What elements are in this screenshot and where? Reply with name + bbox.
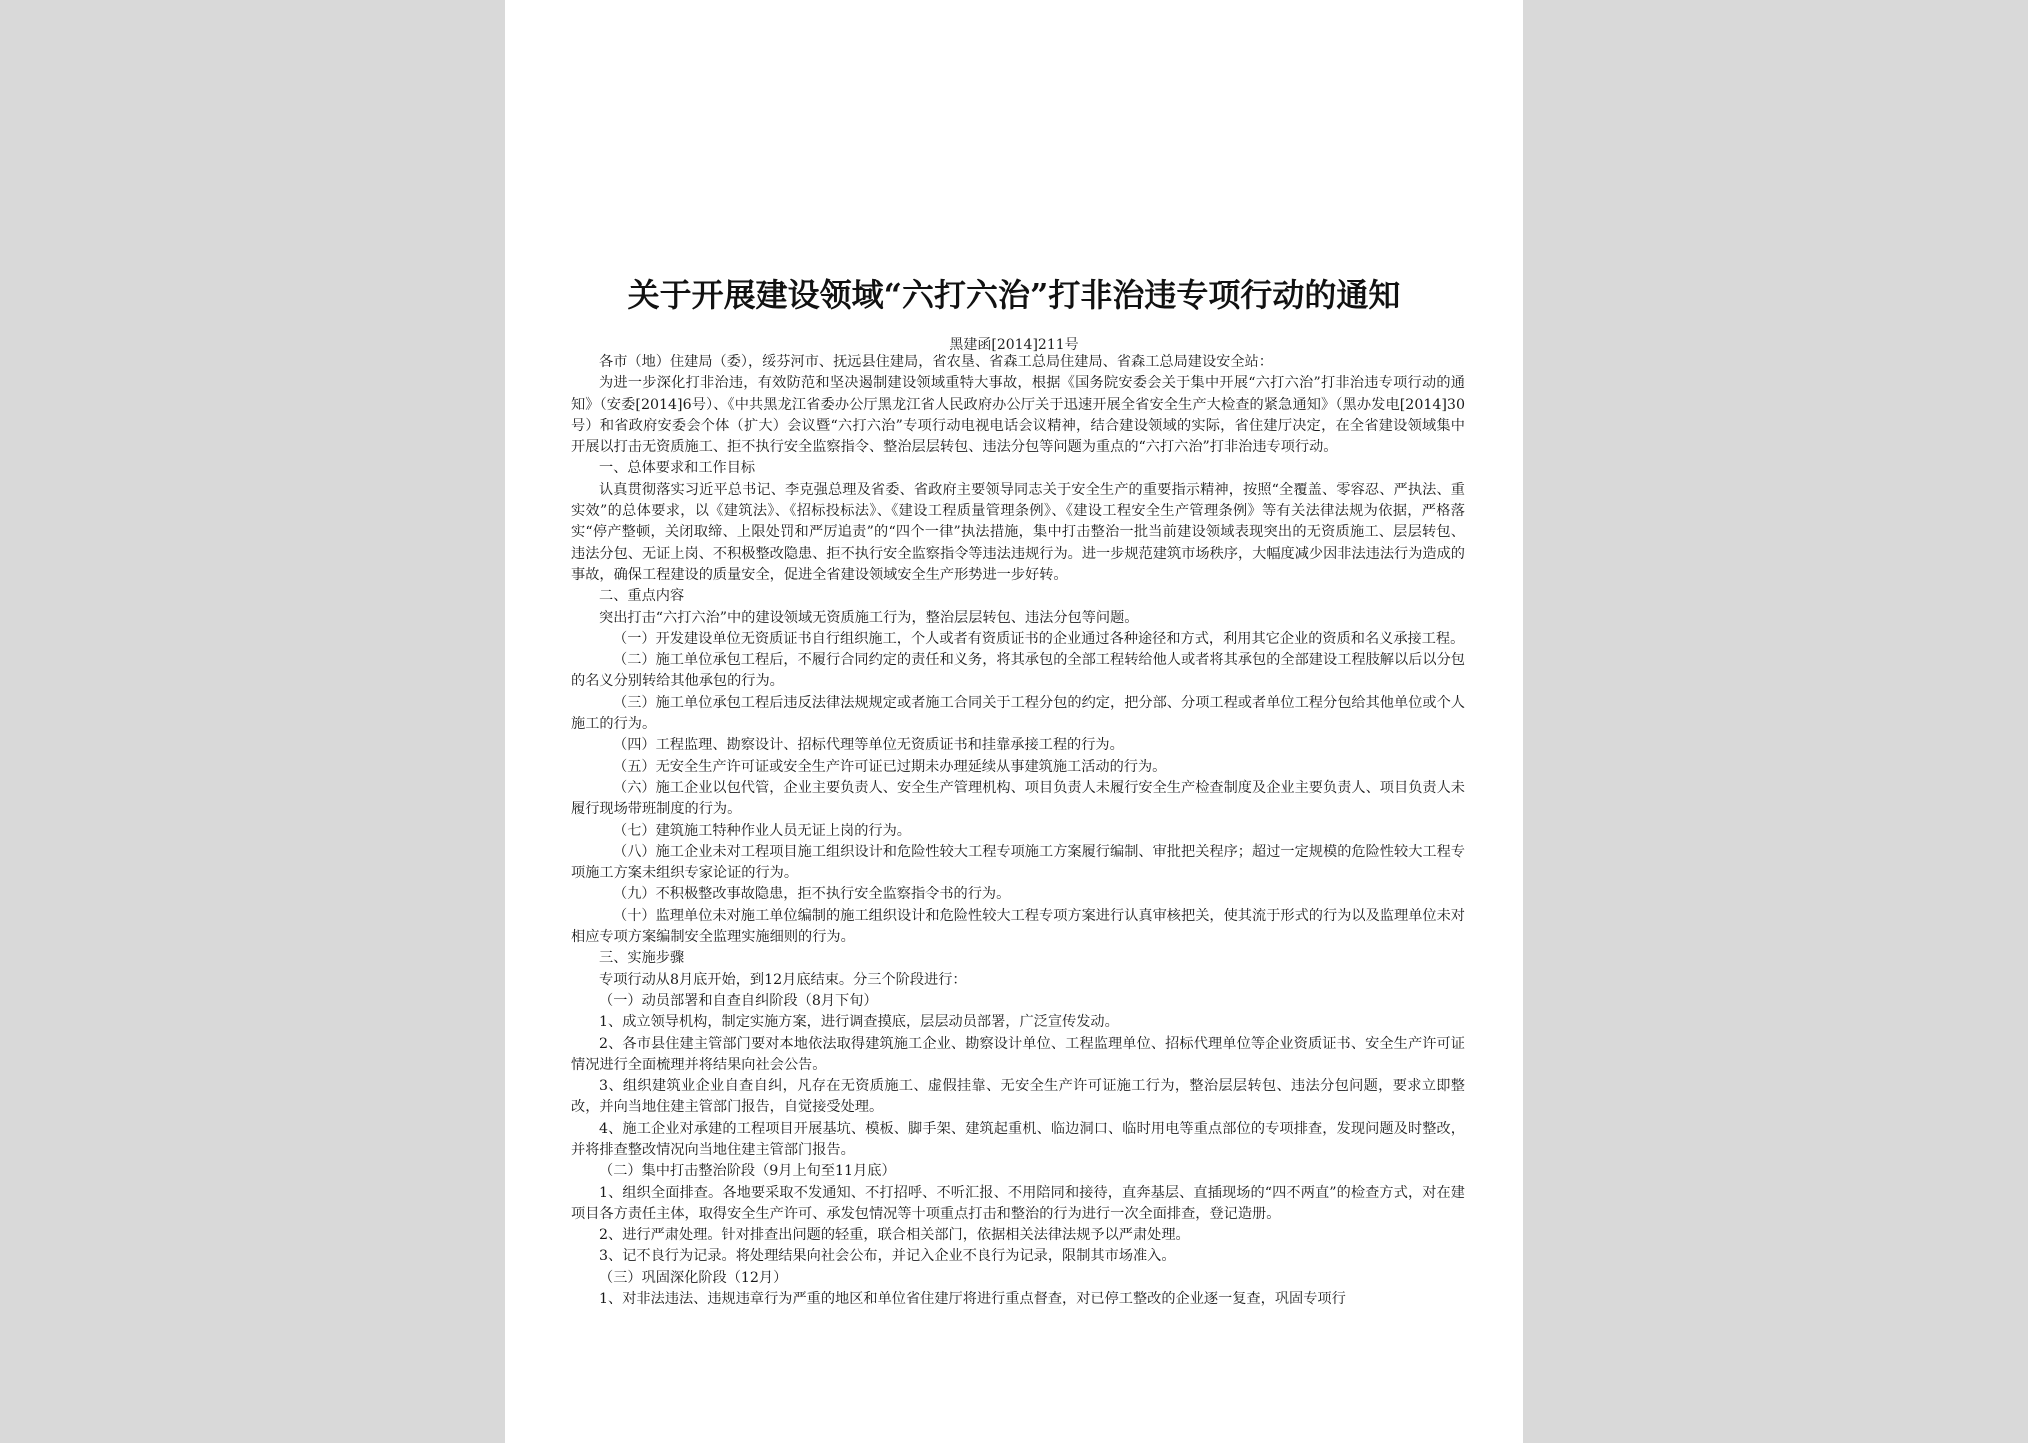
paragraph: 4、施工企业对承建的工程项目开展基坑、模板、脚手架、建筑起重机、临边洞口、临时用电等重点部位的专项排查，发现问题及时整改，并将排查整改情况向当地住建主管部门报告。 [571,1120,1465,1158]
paragraph: 各市（地）住建局（委），绥芬河市、抚远县住建局，省农垦、省森工总局住建局、省森工总局建设安全站： [599,354,1273,370]
paragraph: 3、组织建筑业企业自查自纠，凡存在无资质施工、虚假挂靠、无安全生产许可证施工行为，整治层层转包、违法分包问题，要求立即整改，并向当地住建主管部门报告，自觉接受处理。 [571,1078,1465,1116]
paragraph: 认真贯彻落实习近平总书记、李克强总理及省委、省政府主要领导同志关于安全生产的重要指示精神，按照“全覆盖、零容忍、严执法、重实效”的总体要求，以《建筑法》、《招标投标法》、《建设工程质量管理条例》、《建设工程安全生产管理条例》等有关法律法规为依据，严格落实“停产整顿，关闭取缔、上限处罚和严厉追责”的“四个一律”执法措施，集中打击整治一批当前建设领域表现突出的无资质施工、层层转包、违法分包、无证上岗、不积极整改隐患、拒不执行安全监察指令等违法违规行为。进一步规范建筑市场秩序，大幅度减少因非法违法行为造成的事故，确保工程建设的质量安全，促进全省建设领域安全生产形势进一步好转。 [571,481,1465,583]
paragraph: （五）无安全生产许可证或安全生产许可证已过期未办理延续从事建筑施工活动的行为。 [613,758,1167,775]
paragraph: 1、组织全面排查。各地要采取不发通知、不打招呼、不听汇报、不用陪同和接待，直奔基层、直插现场的“四不两直”的检查方式，对在建项目各方责任主体，取得安全生产许可、承发包情况等十项重点打击和整治的行为进行一次全面排查，登记造册。 [571,1184,1465,1222]
document-body [571,352,1465,1310]
paragraph: 一、总体要求和工作目标 [599,460,756,477]
paragraph: （八）施工企业未对工程项目施工组织设计和危险性较大工程专项施工方案履行编制、审批把关程序；超过一定规模的危险性较大工程专项施工方案未组织专家论证的行为。 [571,843,1465,882]
paragraph: 1、对非法违法、违规违章行为严重的地区和单位省住建厅将进行重点督查，对已停工整改的企业逐一复查，巩固专项行 [599,1291,1346,1308]
paragraph: 专项行动从8月底开始，到12月底结束。分三个阶段进行： [599,971,967,988]
paragraph: （二）施工单位承包工程后，不履行合同约定的责任和义务，将其承包的全部工程转给他人或者将其承包的全部建设工程肢解以后以分包的名义分别转给其他承包的行为。 [571,652,1465,690]
paragraph: （七）建筑施工特种作业人员无证上岗的行为。 [613,822,911,839]
paragraph: （十）监理单位未对施工单位编制的施工组织设计和危险性较大工程专项方案进行认真审核把关，使其流于形式的行为以及监理单位未对相应专项方案编制安全监理实施细则的行为。 [571,907,1465,946]
paragraph: 1、成立领导机构，制定实施方案，进行调查摸底，层层动员部署，广泛宣传发动。 [599,1014,1119,1031]
paragraph: （六）施工企业以包代管，企业主要负责人、安全生产管理机构、项目负责人未履行安全生产检查制度及企业主要负责人、项目负责人未履行现场带班制度的行为。 [571,779,1465,818]
paragraph: （三）施工单位承包工程后违反法律法规规定或者施工合同关于工程分包的约定，把分部、分项工程或者单位工程分包给其他单位或个人施工的行为。 [571,694,1465,733]
paragraph: （九）不积极整改事故隐患，拒不执行安全监察指令书的行为。 [613,886,1011,903]
document-number: 黑建函[2014]211号 [949,337,1079,353]
paragraph: （四）工程监理、勘察设计、招标代理等单位无资质证书和挂靠承接工程的行为。 [613,737,1124,754]
paragraph: （三）巩固深化阶段（12月） [599,1269,788,1286]
paragraph: （二）集中打击整治阶段（9月上旬至11月底） [599,1163,896,1180]
document-page [505,0,1523,1443]
page-title: 关于开展建设领域“六打六治”打非治违专项行动的通知 [627,276,1401,314]
paragraph: 为进一步深化打非治违，有效防范和坚决遏制建设领域重特大事故，根据《国务院安委会关于集中开展“六打六治”打非治违专项行动的通知》（安委[2014]6号）、《中共黑龙江省委办公厅黑龙江省人民政府办公厅关于迅速开展全省安全生产大检查的紧急通知》（黑办发电[2014]30号）和省政府安委会个体（扩大）会议暨“六打六治”专项行动电视电话会议精神，结合建设领域的实际，省住建厅决定，在全省建设领域集中开展以打击无资质施工、拒不执行安全监察指令、整治层层转包、违法分包等问题为重点的“六打六治”打非治违专项行动。 [571,375,1465,456]
paragraph: 2、进行严肃处理。针对排查出问题的轻重，联合相关部门，依据相关法律法规予以严肃处理。 [599,1227,1190,1244]
paragraph: （一）动员部署和自查自纠阶段（8月下旬） [599,992,878,1009]
paragraph: 三、实施步骤 [599,950,685,967]
paragraph: 二、重点内容 [599,588,685,605]
paragraph: 2、各市县住建主管部门要对本地依法取得建筑施工企业、勘察设计单位、工程监理单位、招标代理单位等企业资质证书、安全生产许可证情况进行全面梳理并将结果向社会公告。 [571,1035,1465,1073]
paragraph: 突出打击“六打六治”中的建设领域无资质施工行为，整治层层转包、违法分包等问题。 [599,609,1139,626]
paragraph: （一）开发建设单位无资质证书自行组织施工，个人或者有资质证书的企业通过各种途径和方式，利用其它企业的资质和名义承接工程。 [613,630,1465,647]
paragraph: 3、记不良行为记录。将处理结果向社会公布，并记入企业不良行为记录，限制其市场准入。 [599,1248,1176,1265]
